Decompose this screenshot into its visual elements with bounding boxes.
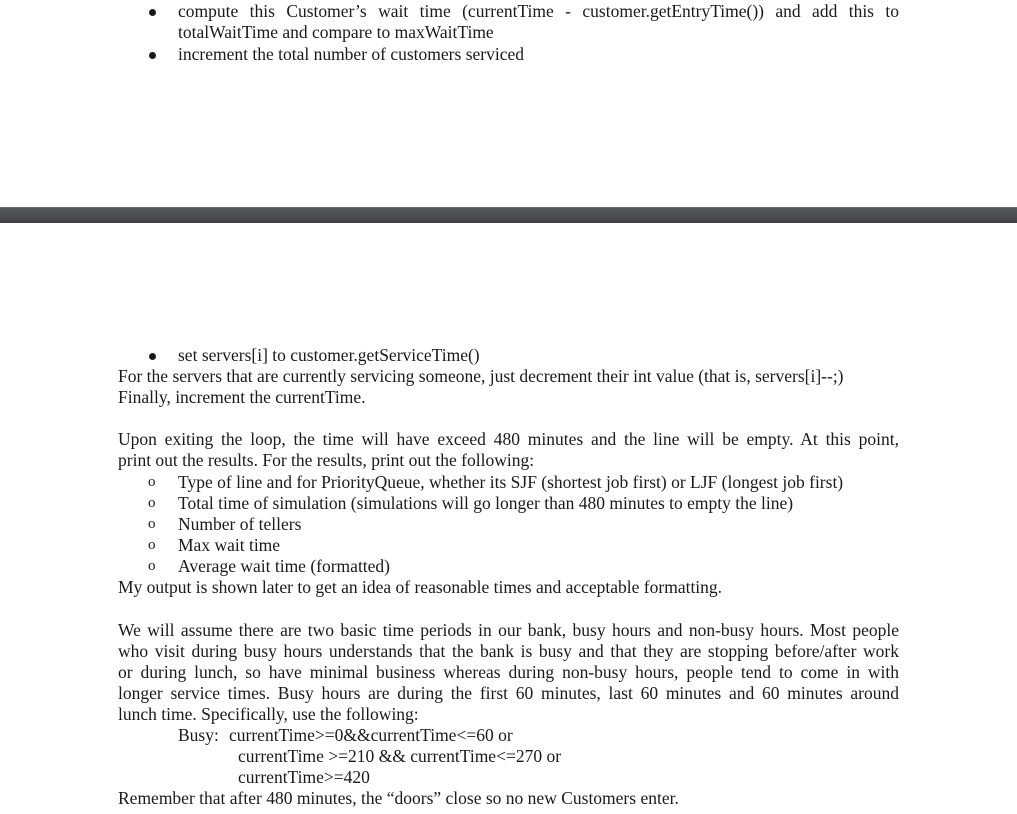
- circle-bullet: o: [148, 537, 156, 553]
- closing-note: Remember that after 480 minutes, the “doors” close so no new Customers enter.: [118, 788, 679, 808]
- result-item: Total time of simulation (simulations will go longer than 480 minutes to empty the line): [178, 493, 794, 513]
- bullet-dot: [149, 9, 156, 16]
- paragraph-exit-line-1: Upon exiting the loop, the time will have exceed 480 minutes and the line will be empty. At this point,: [118, 429, 899, 449]
- circle-bullet: o: [148, 474, 156, 490]
- circle-bullet: o: [148, 495, 156, 511]
- paragraph-busy-line-2: who visit during busy hours understands that the bank is busy and that they are stopping before/after work: [118, 641, 899, 661]
- paragraph-exit-line-2: print out the results. For the results, print out the following:: [118, 450, 535, 470]
- paragraph-busy-line-1: We will assume there are two basic time periods in our bank, busy hours and non-busy hours. Most people: [118, 620, 899, 640]
- bullet-text-wait-time-cont: totalWaitTime and compare to maxWaitTime: [178, 22, 494, 42]
- circle-bullet: o: [148, 558, 156, 574]
- paragraph-busy-line-4: longer service times. Busy hours are during the first 60 minutes, last 60 minutes and 60 minutes around: [118, 683, 899, 703]
- busy-condition: currentTime >=210 && currentTime<=270 or: [238, 746, 562, 766]
- result-item: Average wait time (formatted): [178, 556, 391, 576]
- paragraph-servers-line-2: Finally, increment the currentTime.: [118, 387, 366, 407]
- bullet-text-wait-time: compute this Customer’s wait time (currentTime - customer.getEntryTime()) and add this to: [178, 1, 899, 21]
- busy-condition: currentTime>=0&&currentTime<=60 or: [229, 725, 513, 745]
- bullet-text-increment-customers: increment the total number of customers serviced: [178, 44, 524, 64]
- bullet-dot: [149, 52, 156, 59]
- busy-label: Busy:: [178, 725, 219, 745]
- result-item: Type of line and for PriorityQueue, whether its SJF (shortest job first) or LJF (longest job first): [178, 472, 844, 492]
- bullet-dot: [149, 353, 156, 360]
- busy-condition: currentTime>=420: [238, 767, 370, 787]
- paragraph-busy-line-5: lunch time. Specifically, use the following:: [118, 704, 419, 724]
- paragraph-busy-line-3: or during lunch, so have minimal business whereas during non-busy hours, people tend to come in with: [118, 662, 899, 682]
- bullet-text-set-servers: set servers[i] to customer.getServiceTime(): [178, 345, 480, 365]
- result-item: Max wait time: [178, 535, 281, 555]
- circle-bullet: o: [148, 516, 156, 532]
- result-item: Number of tellers: [178, 514, 302, 534]
- output-note: My output is shown later to get an idea of reasonable times and acceptable formatting.: [118, 577, 723, 597]
- page-separator: [0, 207, 1017, 223]
- paragraph-servers-line-1: For the servers that are currently servicing someone, just decrement their int value (that is, servers[i]--;): [118, 366, 844, 386]
